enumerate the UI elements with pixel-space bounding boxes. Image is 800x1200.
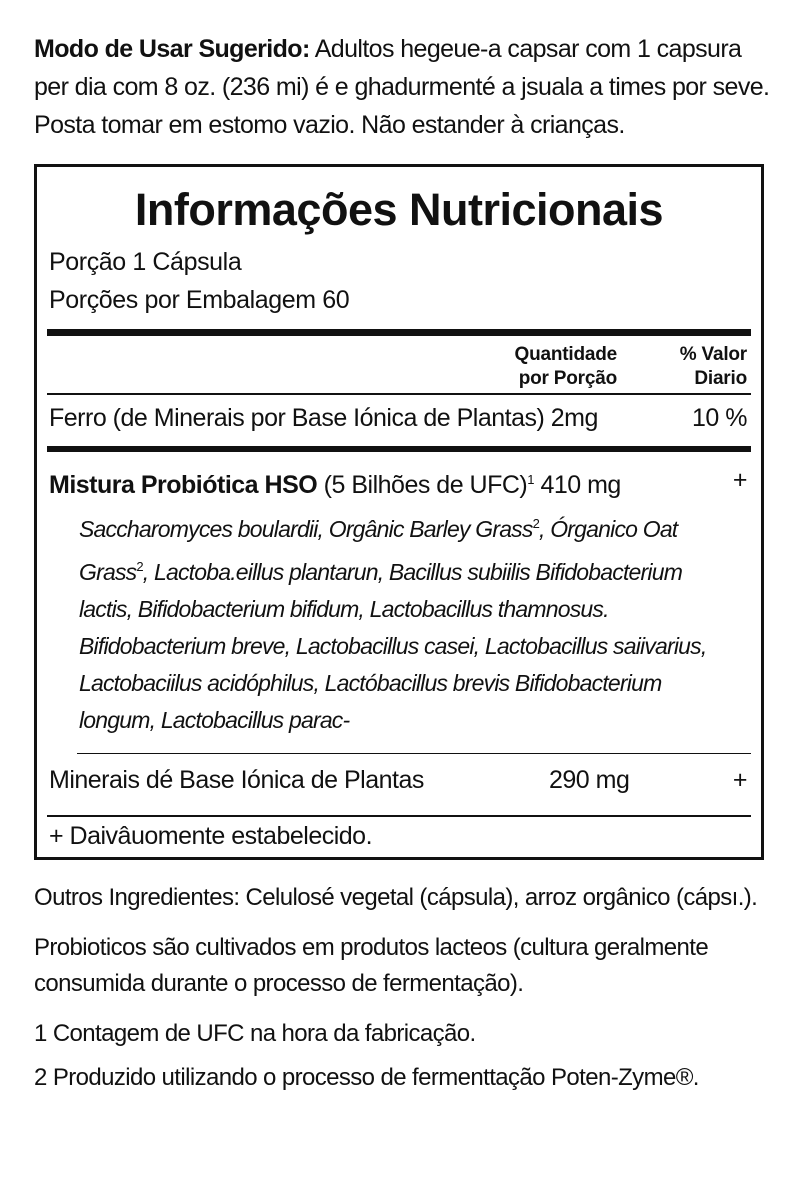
footnote-1: 1 Contagem de UFC na hora da fabricação. <box>34 1020 476 1047</box>
thick-divider <box>47 329 751 336</box>
nutrient-row-iron <box>49 401 747 435</box>
iron-label: Ferro (de Minerais por Base Iónica de Plantas) <box>49 404 545 432</box>
serving-info <box>49 243 349 319</box>
suggested-use-heading: Modo de Usar Sugerido: <box>34 35 310 63</box>
blend-name: Mistura Probiótica HSO <box>49 471 318 499</box>
nutrition-facts-panel <box>34 164 764 860</box>
footnote-marker-1: 1 <box>527 472 534 487</box>
bottom-divider <box>47 815 751 817</box>
footnote-2: 2 Produzido utilizando o processo de fermenttação Poten-Zyme®. <box>34 1064 699 1091</box>
blend-dv: + <box>732 466 747 494</box>
minerals-dv: + <box>732 766 747 794</box>
other-ingredients: Outros Ingredientes: Celulosé vegetal (cápsula), arroz orgânico (cápsı.). <box>34 884 758 911</box>
iron-amount: 2mg <box>550 404 598 432</box>
blend-ingredients: Saccharomyces boulardii, Orgânic Barley Grass$^2$, Órganico Oat Grass$^2$, Lactoba.eillus plantarun, Bacillus subiilis Bifidobacterium lactis, Bifidobacterium bifidum, Lactobacillus thamnosus. Bifidobacterium breve, Lactobacillus casei, Lactobacillus saiivarius, Lactobaciilus acidóphilus, Lactóbacillus brevis Bifidobacterium longum, Lactobacillus parac- <box>79 516 707 733</box>
probiotic-note: Probioticos são cultivados em produtos lacteos (cultura geralmente consumida durante o processo de fermentação). <box>34 934 709 997</box>
sub-divider <box>77 753 751 754</box>
thick-divider-mid <box>47 446 751 452</box>
iron-dv: 10 % <box>692 404 747 432</box>
blend-amount: 410 mg <box>540 471 621 499</box>
header-divider <box>47 393 751 395</box>
nutrient-row-probiotic-blend <box>49 463 747 502</box>
daily-value-header: % Valor Diario <box>679 344 747 389</box>
panel-title: Informações Nutricionais <box>134 184 664 235</box>
daily-value-footnote: + Daivâuomente estabelecido. <box>49 822 373 850</box>
minerals-amount: 290 mg <box>549 766 630 794</box>
blend-cfu: (5 Bilhões de UFC) <box>323 471 528 499</box>
servings-per-container: Porções por Embalagem 60 <box>49 286 350 314</box>
suggested-use-paragraph <box>34 30 774 144</box>
serving-size: Porção 1 Cápsula <box>49 248 242 276</box>
amount-per-serving-header: Quantidade por Porção <box>514 344 617 389</box>
suggested-use-text: Adultos hegeue-a capsar com 1 capsura per dia com 8 oz. (236 mi) é e ghadurmenté a jsuala a times por seve. Posta tomar em estomo vazio. Não estander à crianças. <box>34 35 770 139</box>
minerals-label: Minerais dé Base Iónica de Plantas <box>49 766 424 794</box>
nutrient-row-minerals <box>49 763 747 797</box>
